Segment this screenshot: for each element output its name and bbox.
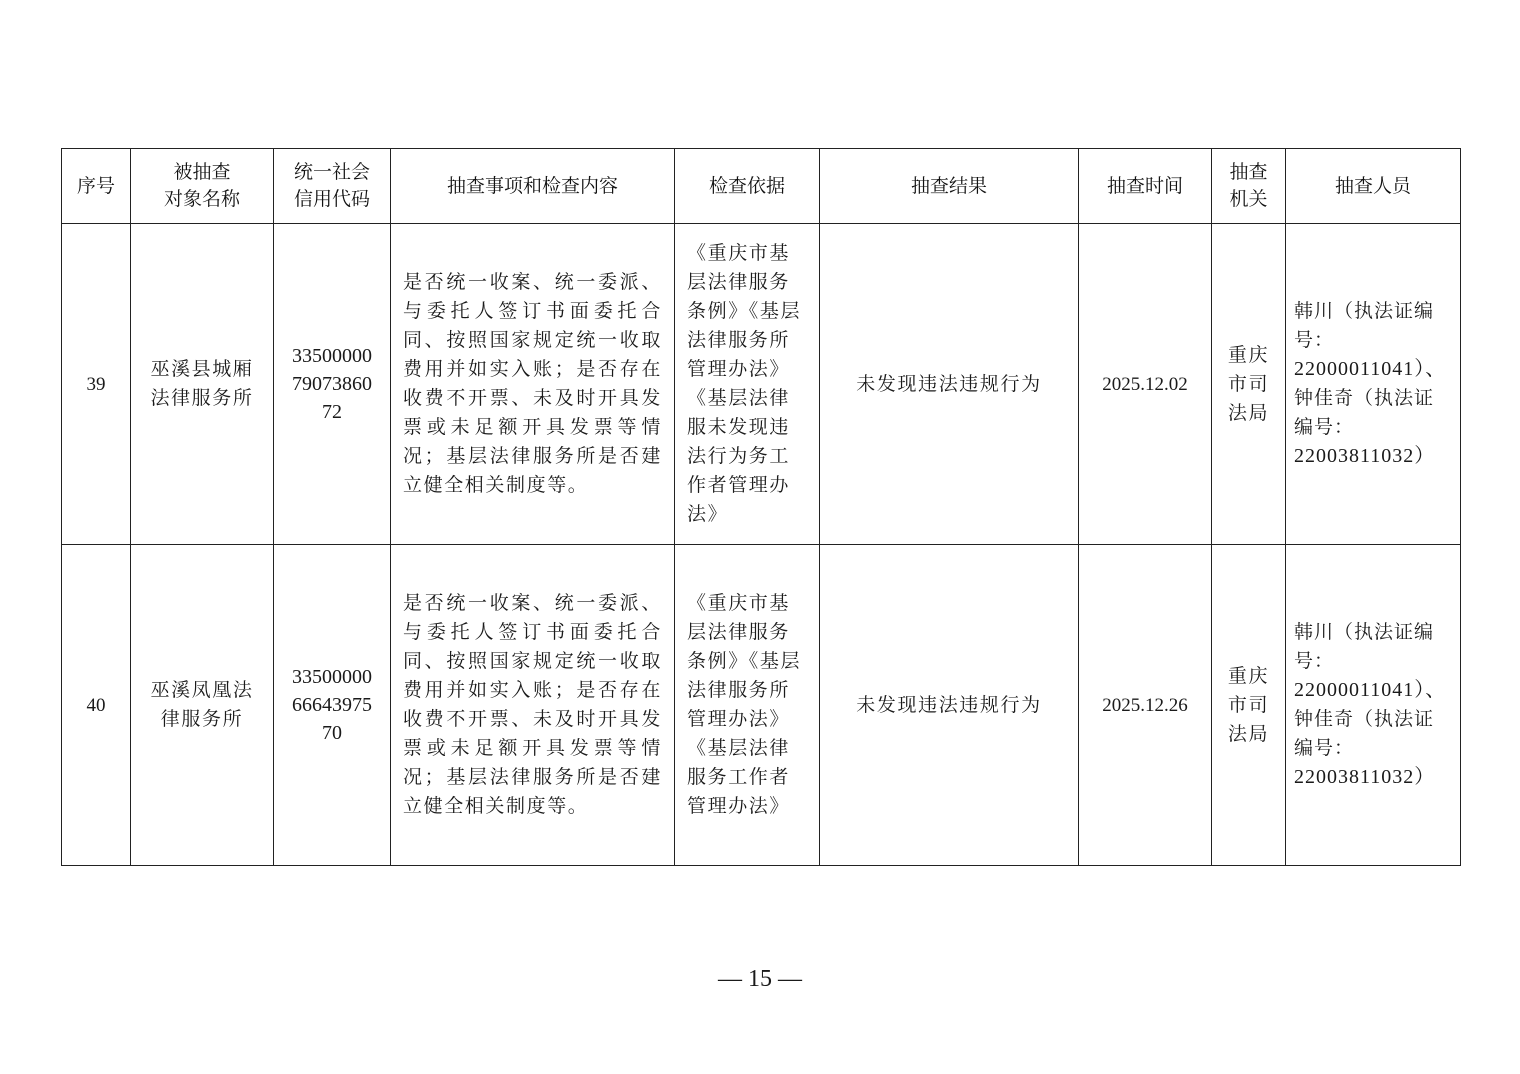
row-inspection-content: 是否统一收案、统一委派、与委托人签订书面委托合同、按照国家规定统一收取费用并如实入账；是否存在收费不开票、未及时开具发票或未足额开具发票等情况；基层法律服务所是否建立健全相关制度等。 xyxy=(391,224,675,545)
row-inspection-result: 未发现违法违规行为 xyxy=(820,224,1079,545)
row-inspection-time: 2025.12.02 xyxy=(1079,224,1212,545)
row-inspection-time: 2025.12.26 xyxy=(1079,545,1212,866)
inspection-table xyxy=(61,148,1461,866)
row-inspection-basis: 《重庆市基层法律服务条例》《基层法律服务所管理办法》《基层法律服未发现违法行为务工作者管理办法》 xyxy=(675,224,820,545)
header-org: 抽查 机关 xyxy=(1212,149,1286,224)
staff-line: 韩川（执法证编号： xyxy=(1294,300,1435,351)
header-content: 抽查事项和检查内容 xyxy=(391,149,675,224)
row-seq: 39 xyxy=(62,224,131,545)
row-inspection-result: 未发现违法违规行为 xyxy=(820,545,1079,866)
header-time: 抽查时间 xyxy=(1079,149,1212,224)
row-inspection-content: 是否统一收案、统一委派、与委托人签订书面委托合同、按照国家规定统一收取费用并如实入账；是否存在收费不开票、未及时开具发票或未足额开具发票等情况；基层法律服务所是否建立健全相关制度等。 xyxy=(391,545,675,866)
staff-line: 22003811032） xyxy=(1294,766,1436,788)
row-inspection-org: 重庆 市司 法局 xyxy=(1212,545,1286,866)
row-seq: 40 xyxy=(62,545,131,866)
row-credit-code: 33500000 79073860 72 xyxy=(274,224,391,545)
table-row xyxy=(62,545,1461,866)
table-header-row xyxy=(62,149,1461,224)
row-target-name: 巫溪凤凰法 律服务所 xyxy=(131,545,274,866)
row-inspection-staff xyxy=(1286,545,1461,866)
row-inspection-basis: 《重庆市基层法律服务条例》《基层法律服务所管理办法》《基层法律服务工作者管理办法》 xyxy=(675,545,820,866)
header-seq: 序号 xyxy=(62,149,131,224)
table-row xyxy=(62,224,1461,545)
header-result: 抽查结果 xyxy=(820,149,1079,224)
staff-line: 22003811032） xyxy=(1294,445,1436,467)
page-number: — 15 — xyxy=(718,966,802,992)
row-credit-code: 33500000 66643975 70 xyxy=(274,545,391,866)
row-inspection-staff xyxy=(1286,224,1461,545)
header-basis: 检查依据 xyxy=(675,149,820,224)
row-inspection-org: 重庆 市司 法局 xyxy=(1212,224,1286,545)
row-target-name: 巫溪县城厢 法律服务所 xyxy=(131,224,274,545)
header-name: 被抽查 对象名称 xyxy=(131,149,274,224)
staff-line: 韩川（执法证编号： xyxy=(1294,621,1435,672)
header-code: 统一社会 信用代码 xyxy=(274,149,391,224)
staff-line: 钟佳奇（执法证编号： xyxy=(1294,708,1435,759)
staff-line: 22000011041）、 xyxy=(1294,358,1447,380)
staff-line: 22000011041）、 xyxy=(1294,679,1447,701)
staff-line: 钟佳奇（执法证编号： xyxy=(1294,387,1435,438)
header-staff: 抽查人员 xyxy=(1286,149,1461,224)
